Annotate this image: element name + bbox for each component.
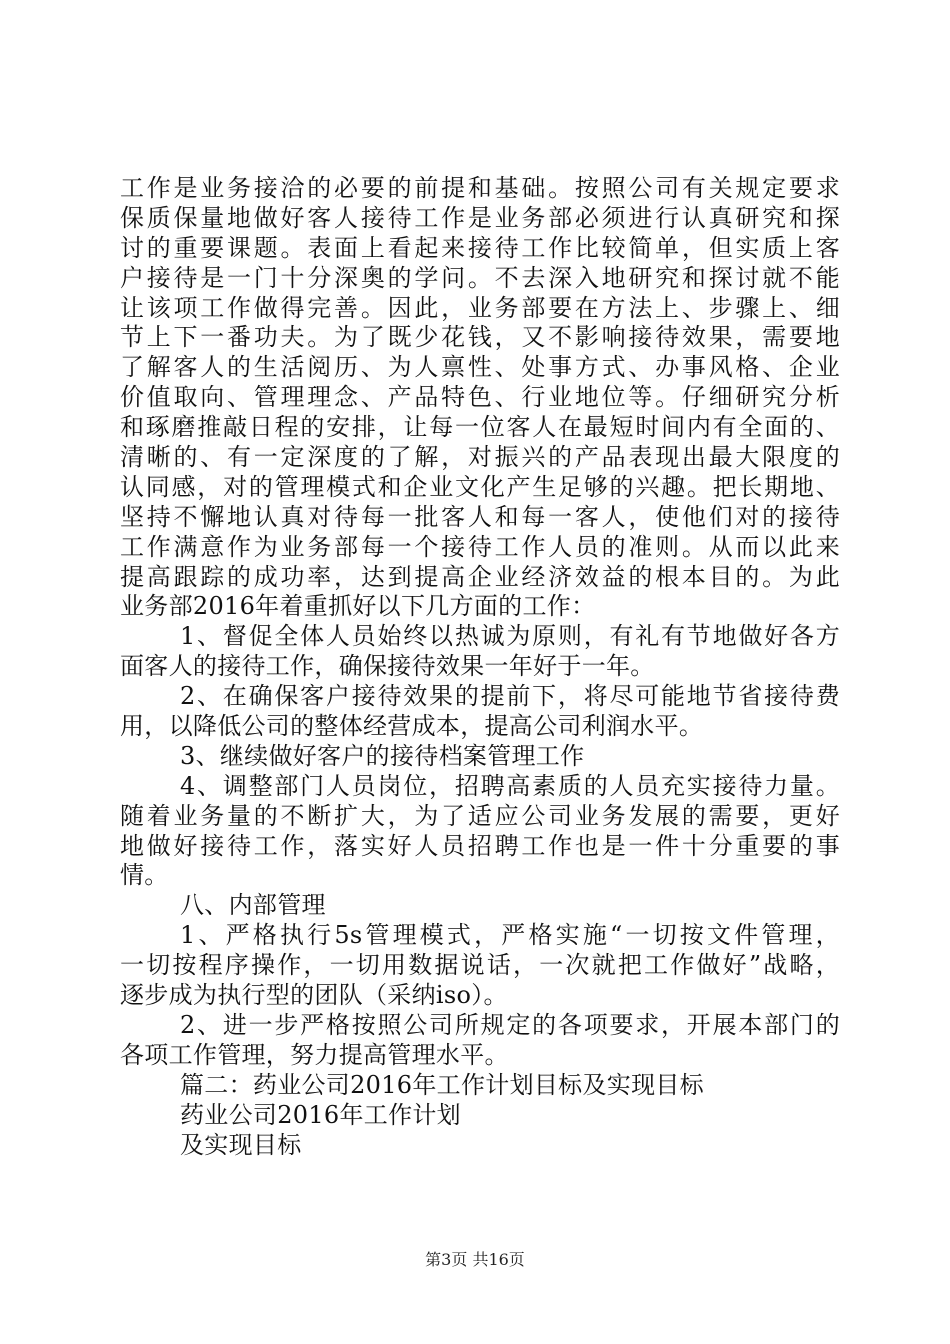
document-body (120, 174, 840, 1160)
text-line: 用，以降低公司的整体经营成本，提高公司利润水平。 (120, 712, 704, 741)
text-line: 了解客人的生活阅历、为人禀性、处事方式、办事风格、企业 (120, 353, 840, 382)
subtitle-line: 药业公司2016年工作计划 (180, 1100, 461, 1129)
text-line: 保质保量地做好客人接待工作是业务部必须进行认真研究和探 (120, 203, 840, 232)
section-heading: 八、内部管理 (180, 891, 326, 920)
text-line: 工作是业务接洽的必要的前提和基础。按照公司有关规定要求 (120, 174, 840, 202)
text-line: 一切按程序操作，一切用数据说话，一次就把工作做好”战略， (120, 951, 840, 980)
text-line: 提高跟踪的成功率，达到提高企业经济效益的根本目的。为此 (120, 562, 840, 591)
list-item-3: 3、继续做好客户的接待档案管理工作 (180, 741, 585, 770)
text-line: 节上下一番功夫。为了既少花钱，又不影响接待效果，需要地 (120, 323, 840, 352)
subtitle-line: 及实现目标 (180, 1130, 302, 1159)
text-line: 情。 (120, 861, 169, 890)
text-line: 面客人的接待工作，确保接待效果一年好于一年。 (120, 652, 655, 681)
text-line: 户接待是一门十分深奥的学问。不去深入地研究和探讨就不能 (120, 263, 840, 292)
text-line: 各项工作管理，努力提高管理水平。 (120, 1040, 509, 1069)
text-line: 地做好接待工作，落实好人员招聘工作也是一件十分重要的事 (120, 831, 840, 860)
text-line: 认同感，对的管理模式和企业文化产生足够的兴趣。把长期地、 (120, 472, 840, 501)
text-line: 让该项工作做得完善。因此，业务部要在方法上、步骤上、细 (120, 293, 840, 322)
text-line: 清晰的、有一定深度的了解，对振兴的产品表现出最大限度的 (120, 443, 840, 472)
list-item-2: 2、进一步严格按照公司所规定的各项要求，开展本部门的 (180, 1010, 840, 1039)
text-line: 逐步成为执行型的团队（采纳iso）。 (120, 981, 508, 1010)
text-line: 随着业务量的不断扩大，为了适应公司业务发展的需要，更好 (120, 801, 840, 830)
text-line: 讨的重要课题。表面上看起来接待工作比较简单，但实质上客 (120, 233, 840, 262)
list-item-4: 4、调整部门人员岗位，招聘高素质的人员充实接待力量。 (180, 771, 840, 800)
chapter-title: 篇二：药业公司2016年工作计划目标及实现目标 (180, 1070, 704, 1099)
list-item-2: 2、在确保客户接待效果的提前下，将尽可能地节省接待费 (180, 682, 840, 711)
page-number: 第3页 共16页 (425, 1250, 525, 1269)
text-line: 和琢磨推敲日程的安排，让每一位客人在最短时间内有全面的、 (120, 413, 840, 442)
text-line: 价值取向、管理理念、产品特色、行业地位等。仔细研究分析 (120, 383, 840, 412)
text-line: 业务部2016年着重抓好以下几方面的工作： (120, 592, 596, 621)
text-line: 工作满意作为业务部每一个接待工作人员的准则。从而以此来 (120, 532, 840, 561)
list-item-1: 1、严格执行5s管理模式，严格实施“一切按文件管理， (180, 921, 840, 950)
list-item-1: 1、督促全体人员始终以热诚为原则，有礼有节地做好各方 (180, 622, 840, 651)
text-line: 坚持不懈地认真对待每一批客人和每一客人，使他们对的接待 (120, 502, 840, 531)
